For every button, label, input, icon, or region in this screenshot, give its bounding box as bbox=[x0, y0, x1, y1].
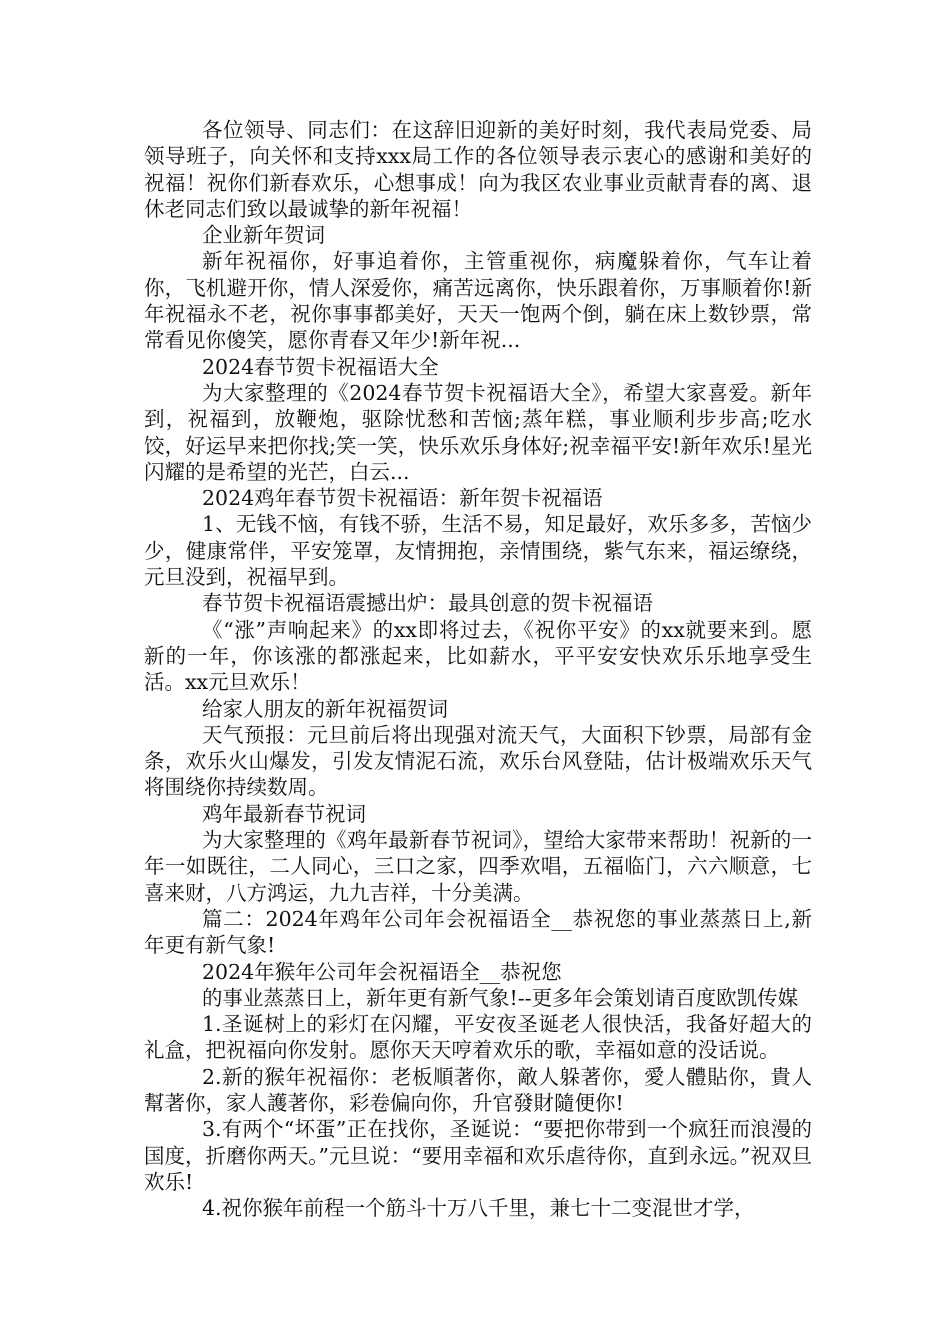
heading-family-friends: 给家人朋友的新年祝福贺词 bbox=[202, 696, 448, 721]
paragraph-new-year-blessing: 新年祝福你，好事追着你，主管重视你，病魔躲着你，气车让着你，飞机避开你，情人深爱你，痛苦远离你，快乐跟着你，万事顺着你!新年祝福永不老，祝你事事都美好，天天一饱两个倒，躺在床上数钞票，常常看见你傻笑，愿你青春又年少!新年祝... bbox=[144, 249, 812, 353]
heading-enterprise-greetings: 企业新年贺词 bbox=[202, 223, 325, 248]
list-item-3: 3.有两个“坏蛋”正在找你，圣诞说：“要把你带到一个疯狂而浪漫的国度，折磨你两天。”元旦说：“要用幸福和欢乐虐待你，直到永远。”祝双旦欢乐! bbox=[144, 1117, 812, 1194]
paragraph-monkey-year-sub: 的事业蒸蒸日上，新年更有新气象!--更多年会策划请百度欧凯传媒 bbox=[202, 985, 799, 1010]
list-item-1: 1.圣诞树上的彩灯在闪耀，平安夜圣诞老人很快活，我备好超大的礼盒，把祝福向你发射。愿你天天哼着欢乐的歌，幸福如意的没话说。 bbox=[144, 1012, 812, 1063]
list-item-2: 2.新的猴年祝福你：老板順著你，敵人躲著你，愛人體貼你，貴人幫著你，家人護著你，彩卷偏向你，升官發財隨便你! bbox=[144, 1064, 812, 1115]
paragraph-item-1: 1、无钱不恼，有钱不骄，生活不易，知足最好，欢乐多多，苦恼少少，健康常伴，平安笼罩，友情拥抱，亲情围绕，紫气东来，福运缭绕，元旦没到，祝福早到。 bbox=[144, 512, 812, 590]
paragraph-part-two-title: 篇二：2024年鸡年公司年会祝福语全__恭祝您的事业蒸蒸日上,新年更有新气象! bbox=[144, 906, 812, 958]
heading-rooster-year-newest: 鸡年最新春节祝词 bbox=[202, 801, 366, 826]
document-body bbox=[144, 117, 812, 1221]
heading-creative-card: 春节贺卡祝福语震撼出炉：最具创意的贺卡祝福语 bbox=[202, 591, 653, 616]
paragraph-rising-voice: 《“涨”声响起来》的xx即将过去，《祝你平安》的xx就要来到。愿新的一年，你该涨的都涨起来，比如薪水，平平安安快欢乐乐地享受生活。xx元旦欢乐！ bbox=[144, 617, 812, 695]
heading-rooster-year-card: 2024鸡年春节贺卡祝福语：新年贺卡祝福语 bbox=[202, 486, 603, 511]
heading-spring-festival-card: 2024春节贺卡祝福语大全 bbox=[202, 354, 439, 379]
list-item-4: 4.祝你猴年前程一个筋斗十万八千里，兼七十二变混世才学， bbox=[202, 1196, 755, 1221]
paragraph-greeting: 各位领导、同志们：在这辞旧迎新的美好时刻，我代表局党委、局领导班子，向关怀和支持xxx局工作的各位领导表示衷心的感谢和美好的祝福！祝你们新春欢乐，心想事成！向为我区农业事业贡献青春的离、退休老同志们致以最诚挚的新年祝福！ bbox=[144, 118, 812, 221]
paragraph-card-collection: 为大家整理的《2024春节贺卡祝福语大全》，希望大家喜爱。新年到，祝福到，放鞭炮，驱除忧愁和苦恼;蒸年糕，事业顺利步步高;吃水饺，好运早来把你找;笑一笑，快乐欢乐身体好;祝幸福平安!新年欢乐!星光闪耀的是希望的光芒，白云... bbox=[144, 380, 812, 484]
heading-monkey-year-company: 2024年猴年公司年会祝福语全__恭祝您 bbox=[202, 959, 562, 984]
paragraph-weather-forecast: 天气预报：元旦前后将出现强对流天气，大面积下钞票，局部有金条，欢乐火山爆发，引发友情泥石流，欢乐台风登陆，估计极端欢乐天气将围绕你持续数周。 bbox=[144, 722, 812, 800]
paragraph-rooster-year-wishes: 为大家整理的《鸡年最新春节祝词》，望给大家带来帮助！祝新的一年一如既往，二人同心，三口之家，四季欢唱，五福临门，六六顺意，七喜来财，八方鸿运，九九吉祥，十分美满。 bbox=[144, 828, 812, 905]
